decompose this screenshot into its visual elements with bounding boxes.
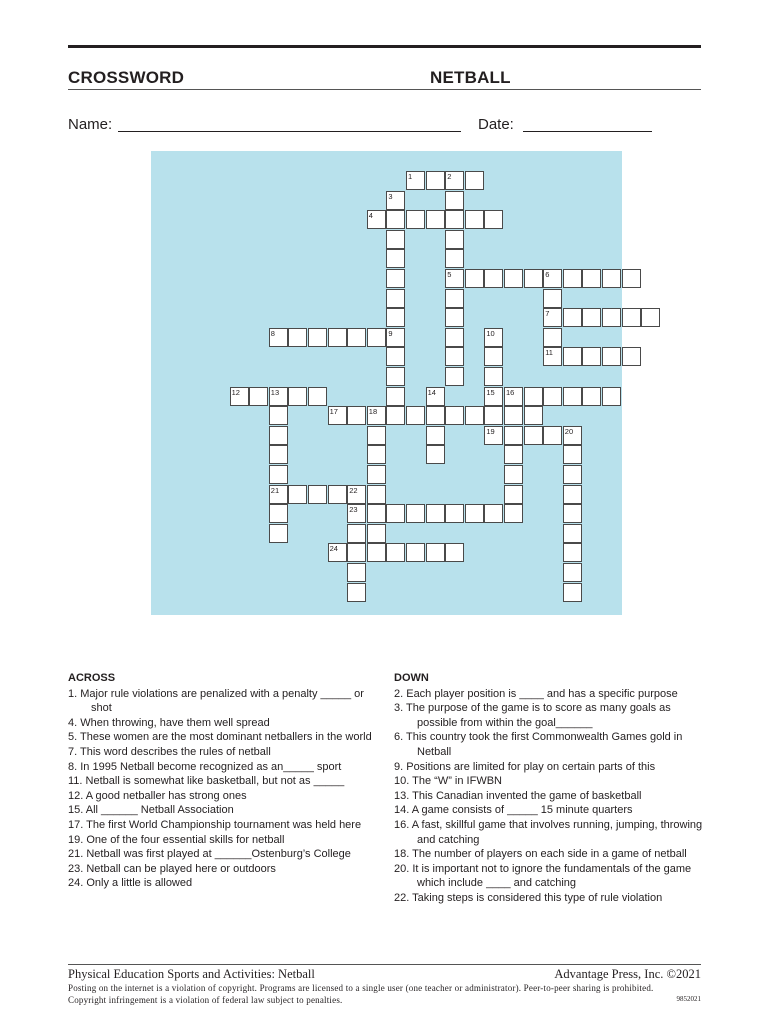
clue-number-19: 19 — [486, 426, 495, 436]
grid-cell[interactable] — [602, 269, 621, 288]
clue-number-17: 17 — [329, 407, 338, 417]
across-clue-list — [68, 687, 378, 891]
down-clue: 3. The purpose of the game is to score as many goals as possible from within the goal______ — [394, 702, 671, 729]
grid-cell[interactable] — [328, 328, 347, 347]
across-clue: 17. The first World Championship tournament was held here — [68, 818, 362, 831]
clue-number-10: 10 — [486, 328, 495, 338]
grid-cell[interactable] — [445, 308, 464, 327]
grid-cell[interactable] — [504, 504, 523, 523]
copyright-notice: Posting on the internet is a violation of copyright. Programs are licensed to a single user (one teacher or administrator). Peer-to-peer sharing is prohibited. — [68, 983, 654, 993]
grid-cell[interactable] — [524, 387, 543, 406]
down-clue: 14. A game consists of _____ 15 minute quarters — [394, 804, 633, 817]
grid-cell[interactable] — [426, 406, 445, 425]
grid-cell[interactable] — [445, 230, 464, 249]
grid-cell[interactable] — [543, 387, 562, 406]
name-field[interactable] — [118, 131, 461, 132]
across-clue: 23. Netball can be played here or outdoors — [68, 862, 276, 875]
grid-cell[interactable] — [563, 583, 582, 602]
grid-cell[interactable] — [563, 563, 582, 582]
grid-cell[interactable] — [386, 210, 405, 229]
grid-cell[interactable] — [465, 269, 484, 288]
grid-cell[interactable] — [367, 328, 386, 347]
grid-cell[interactable] — [543, 426, 562, 445]
across-clues — [68, 671, 378, 891]
grid-cell[interactable] — [445, 210, 464, 229]
clue-number-24: 24 — [329, 544, 338, 554]
grid-cell[interactable] — [288, 328, 307, 347]
grid-cell[interactable] — [406, 406, 425, 425]
down-clue: 2. Each player position is ____ and has a specific purpose — [394, 687, 678, 700]
clue-number-15: 15 — [486, 387, 495, 397]
clue-number-3: 3 — [388, 191, 393, 201]
down-clue: 9. Positions are limited for play on certain parts of this — [394, 760, 656, 773]
clue-number-9: 9 — [388, 328, 393, 338]
grid-cell[interactable] — [347, 524, 366, 543]
grid-cell[interactable] — [288, 387, 307, 406]
footer-rule — [68, 964, 701, 965]
clue-number-12: 12 — [231, 387, 240, 397]
grid-cell[interactable] — [465, 171, 484, 190]
grid-cell[interactable] — [269, 445, 288, 464]
grid-cell[interactable] — [563, 445, 582, 464]
worksheet-type: CROSSWORD — [68, 68, 185, 87]
grid-cell[interactable] — [563, 485, 582, 504]
grid-cell[interactable] — [347, 583, 366, 602]
grid-cell[interactable] — [504, 426, 523, 445]
grid-cell[interactable] — [406, 210, 425, 229]
down-clue-list — [394, 687, 704, 906]
clue-number-13: 13 — [270, 387, 280, 397]
grid-cell[interactable] — [269, 524, 288, 543]
grid-cell[interactable] — [367, 426, 386, 445]
date-label: Date: — [478, 116, 514, 133]
grid-cell[interactable] — [484, 347, 503, 366]
grid-cell[interactable] — [641, 308, 660, 327]
grid-cell[interactable] — [543, 328, 562, 347]
grid-cell[interactable] — [367, 524, 386, 543]
grid-cell[interactable] — [563, 269, 582, 288]
grid-cell[interactable] — [563, 504, 582, 523]
grid-cell[interactable] — [563, 543, 582, 562]
grid-cell[interactable] — [386, 347, 405, 366]
down-clue: 6. This country took the first Commonwealth Games gold in Netball — [394, 731, 683, 758]
grid-cell[interactable] — [504, 406, 523, 425]
grid-cell[interactable] — [484, 504, 503, 523]
grid-cell[interactable] — [504, 445, 523, 464]
across-clue: 21. Netball was first played at ______Ostenburg’s College — [68, 848, 351, 861]
grid-cell[interactable] — [563, 308, 582, 327]
grid-cell[interactable] — [426, 543, 445, 562]
grid-cell[interactable] — [308, 387, 327, 406]
grid-cell[interactable] — [445, 504, 464, 523]
grid-cell[interactable] — [386, 269, 405, 288]
grid-cell[interactable] — [269, 465, 288, 484]
across-clue: 19. One of the four essential skills for netball — [68, 833, 285, 846]
grid-cell[interactable] — [426, 504, 445, 523]
grid-cell[interactable] — [524, 406, 543, 425]
grid-cell[interactable] — [288, 485, 307, 504]
grid-cell[interactable] — [445, 191, 464, 210]
grid-cell[interactable] — [582, 308, 601, 327]
grid-cell[interactable] — [445, 347, 464, 366]
across-clue: 12. A good netballer has strong ones — [68, 789, 247, 802]
grid-cell[interactable] — [386, 308, 405, 327]
grid-cell[interactable] — [524, 269, 543, 288]
across-clue: 7. This word describes the rules of netball — [68, 745, 271, 758]
grid-cell[interactable] — [484, 269, 503, 288]
grid-cell[interactable] — [504, 465, 523, 484]
grid-cell[interactable] — [406, 543, 425, 562]
clue-number-23: 23 — [349, 505, 358, 515]
clue-number-7: 7 — [545, 309, 550, 319]
clue-number-1: 1 — [408, 172, 413, 181]
grid-cell[interactable] — [602, 387, 621, 406]
across-clue: 24. Only a little is allowed — [68, 877, 193, 890]
footer-title: Physical Education Sports and Activities: Netball — [68, 967, 315, 981]
grid-cell[interactable] — [622, 269, 641, 288]
clue-number-6: 6 — [545, 270, 550, 279]
product-code: 9852021 — [676, 995, 701, 1003]
grid-cell[interactable] — [386, 230, 405, 249]
grid-cell[interactable] — [269, 426, 288, 445]
top-rule — [68, 45, 701, 48]
grid-cell[interactable] — [426, 210, 445, 229]
grid-cell[interactable] — [347, 406, 366, 425]
grid-cell[interactable] — [426, 426, 445, 445]
header-rule — [68, 89, 701, 90]
grid-cell[interactable] — [602, 308, 621, 327]
grid-cell[interactable] — [386, 289, 405, 308]
across-clue: 1. Major rule violations are penalized with a penalty _____ or shot — [68, 687, 364, 715]
grid-cell[interactable] — [347, 563, 366, 582]
grid-cell[interactable] — [347, 328, 366, 347]
grid-cell[interactable] — [563, 465, 582, 484]
worksheet-title: NETBALL — [430, 68, 511, 87]
grid-cell[interactable] — [465, 406, 484, 425]
grid-cell[interactable] — [484, 210, 503, 229]
grid-cell[interactable] — [386, 249, 405, 268]
down-clue: 13. This Canadian invented the game of basketball — [394, 789, 642, 802]
down-clue: 10. The “W” in IFWBN — [394, 775, 502, 788]
footer-publisher: Advantage Press, Inc. ©2021 — [554, 967, 701, 981]
clue-number-8: 8 — [270, 328, 275, 338]
grid-cell[interactable] — [367, 504, 386, 523]
grid-cell[interactable] — [308, 328, 327, 347]
grid-cell[interactable] — [602, 347, 621, 366]
grid-cell[interactable] — [386, 387, 405, 406]
clue-number-21: 21 — [270, 485, 280, 495]
grid-cell[interactable] — [445, 406, 464, 425]
clue-number-22: 22 — [349, 485, 358, 495]
clue-number-11: 11 — [545, 348, 553, 358]
grid-cell[interactable] — [563, 524, 582, 543]
date-field[interactable] — [523, 131, 652, 132]
grid-cell[interactable] — [563, 387, 582, 406]
clue-number-20: 20 — [564, 426, 574, 436]
down-heading: DOWN — [394, 672, 429, 684]
grid-cell[interactable] — [386, 504, 405, 523]
clue-number-2: 2 — [447, 172, 452, 181]
grid-cell[interactable] — [524, 426, 543, 445]
down-clues — [394, 671, 704, 906]
grid-cell[interactable] — [563, 347, 582, 366]
grid-cell[interactable] — [582, 269, 601, 288]
grid-cell[interactable] — [484, 367, 503, 386]
clue-number-5: 5 — [447, 270, 452, 279]
grid-cell[interactable] — [269, 504, 288, 523]
grid-cell[interactable] — [445, 289, 464, 308]
clue-number-18: 18 — [368, 407, 378, 417]
grid-cell[interactable] — [504, 485, 523, 504]
grid-cell[interactable] — [367, 465, 386, 484]
grid-cell[interactable] — [445, 249, 464, 268]
grid-cell[interactable] — [582, 347, 601, 366]
grid-cell[interactable] — [504, 269, 523, 288]
grid-cell[interactable] — [308, 485, 327, 504]
grid-cell[interactable] — [249, 387, 268, 406]
copyright-penalty-notice: Copyright infringement is a violation of federal law subject to penalties. — [68, 995, 343, 1005]
name-label: Name: — [68, 116, 113, 133]
clue-number-14: 14 — [427, 387, 436, 397]
grid-cell[interactable] — [386, 543, 405, 562]
down-clue: 18. The number of players on each side in a game of netball — [394, 848, 687, 861]
across-clue: 4. When throwing, have them well spread — [68, 716, 270, 729]
grid-cell[interactable] — [426, 171, 445, 190]
grid-cell[interactable] — [465, 504, 484, 523]
grid-cell[interactable] — [426, 445, 445, 464]
grid-cell[interactable] — [269, 406, 288, 425]
grid-cell[interactable] — [445, 543, 464, 562]
down-clue: 16. A fast, skillful game that involves running, jumping, throwing and catching — [394, 818, 703, 846]
grid-cell[interactable] — [445, 367, 464, 386]
down-clue: 20. It is important not to ignore the fundamentals of the game which include ____ and catching — [394, 862, 692, 890]
grid-cell[interactable] — [582, 387, 601, 406]
across-clue: 8. In 1995 Netball become recognized as an_____ sport — [68, 760, 342, 773]
across-clue: 5. These women are the most dominant netballers in the world — [68, 731, 372, 744]
down-clue: 22. Taking steps is considered this type of rule violation — [394, 891, 663, 904]
grid-cell[interactable] — [386, 406, 405, 425]
grid-cell[interactable] — [445, 328, 464, 347]
across-heading: ACROSS — [68, 672, 116, 684]
grid-cell[interactable] — [622, 308, 641, 327]
grid-cell[interactable] — [484, 406, 503, 425]
clue-number-16: 16 — [506, 387, 515, 397]
grid-cell[interactable] — [347, 543, 366, 562]
grid-cell[interactable] — [367, 445, 386, 464]
grid-cell[interactable] — [622, 347, 641, 366]
grid-cell[interactable] — [543, 289, 562, 308]
clue-number-4: 4 — [368, 211, 373, 221]
grid-cell[interactable] — [465, 210, 484, 229]
across-clue: 11. Netball is somewhat like basketball, but not as _____ — [68, 775, 345, 788]
across-clue: 15. All ______ Netball Association — [68, 804, 234, 817]
crossword-grid — [151, 151, 622, 615]
grid-cell[interactable] — [406, 504, 425, 523]
grid-cell[interactable] — [386, 367, 405, 386]
grid-cell[interactable] — [367, 543, 386, 562]
grid-cell[interactable] — [328, 485, 347, 504]
grid-cell[interactable] — [367, 485, 386, 504]
